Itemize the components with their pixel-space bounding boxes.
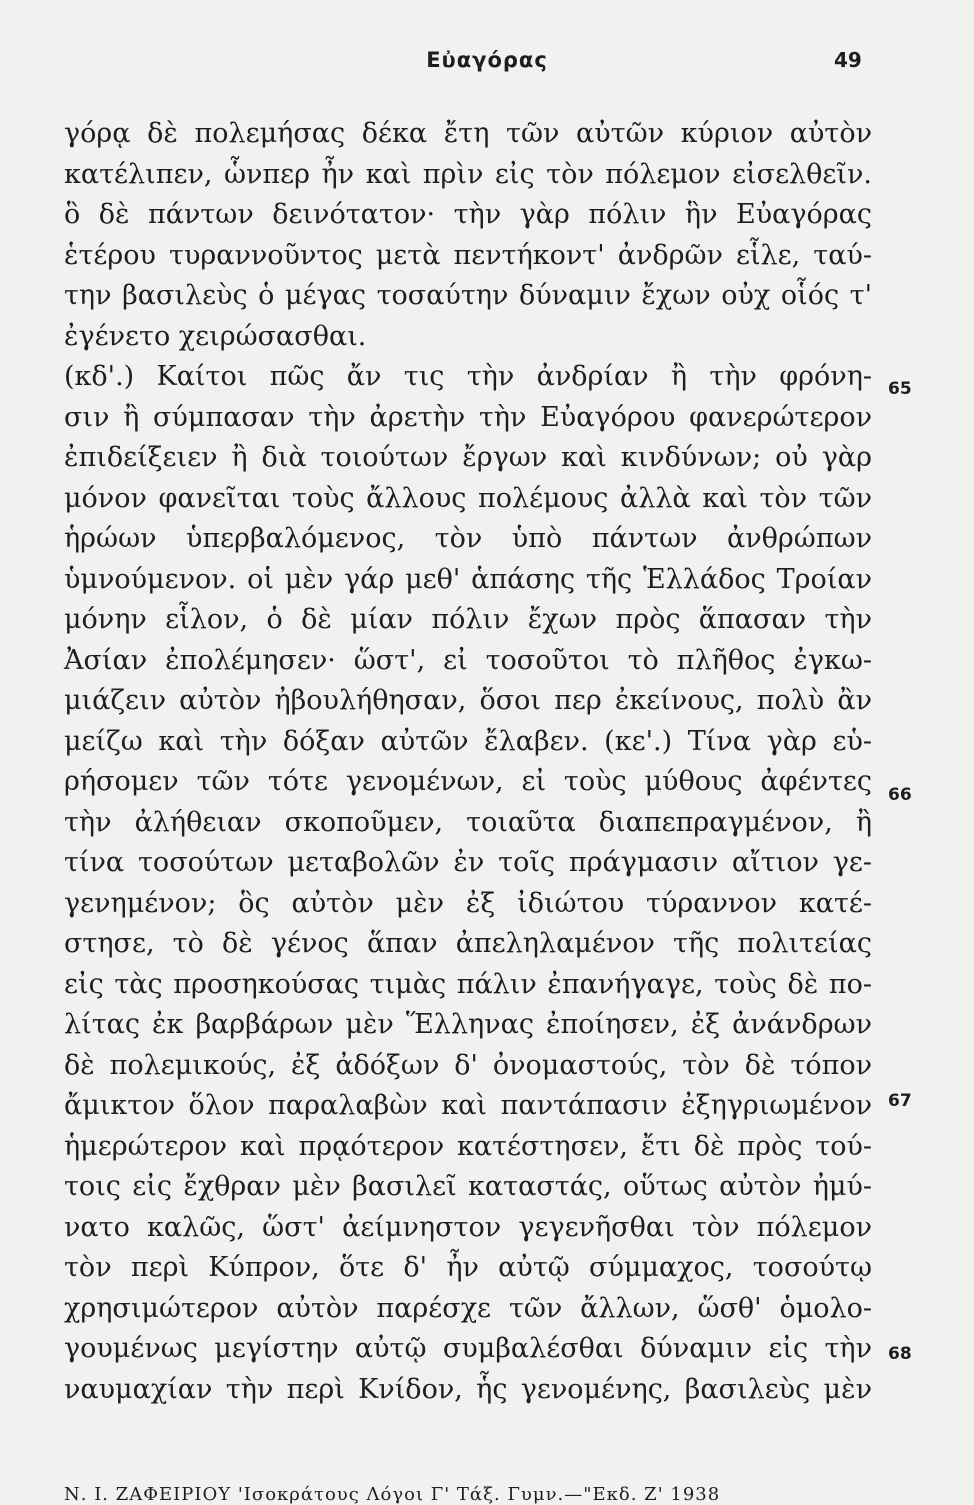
text-line: μείζω καὶ τὴν δόξαν αὐτῶν ἔλαβεν. (κε'.) Τίνα γὰρ εὑ-: [64, 725, 872, 757]
margin-line-number: 65: [888, 379, 912, 399]
text-line: ἑτέρου τυραννοῦντος μετὰ πεντήκοντ' ἀνδρῶν εἷλε, ταύ-: [64, 239, 872, 271]
text-line: μόνον φανεῖται τοὺς ἄλλους πολέμους ἀλλὰ καὶ τὸν τῶν: [64, 482, 872, 514]
text-line: (κδ'.) Καίτοι πῶς ἄν τις τὴν ἀνδρίαν ἢ τὴν φρόνη-: [64, 361, 872, 392]
text-line: σιν ἢ σύμπασαν τὴν ἀρετὴν τὴν Εὐαγόρου φανερώτερον: [64, 401, 872, 433]
publisher-footer: Ν. Ι. ΖΑΦΕΙΡΙΟΥ 'Ισοκράτους Λόγοι Γ' Τάξ. Γυμν.—"Εκδ. Ζ' 1938: [64, 1484, 721, 1505]
text-line: μόνην εἷλον, ὁ δὲ μίαν πόλιν ἔχων πρὸς ἅπασαν τὴν: [64, 604, 872, 635]
text-line: Ἀσίαν ἐπολέμησεν· ὥστ', εἰ τοσοῦτοι τὸ πλῆθος ἐγκω-: [64, 644, 872, 676]
text-line: τίνα τοσούτων μεταβολῶν ἐν τοῖς πράγμασιν αἴτιον γε-: [64, 847, 872, 878]
text-line: την βασιλεὺς ὁ μέγας τοσαύτην δύναμιν ἔχων οὐχ οἷός τ': [64, 280, 872, 311]
text-line: χρησιμώτερον αὐτὸν παρέσχε τῶν ἄλλων, ὥσθ' ὁμολο-: [64, 1292, 872, 1324]
running-title: Εὐαγόρας: [426, 48, 548, 72]
text-line: γόρᾳ δὲ πολεμήσας δέκα ἔτη τῶν αὐτῶν κύριον αὐτὸν: [64, 118, 872, 149]
text-line: ἐπιδείξειεν ἢ διὰ τοιούτων ἔργων καὶ κινδύνων; οὐ γὰρ: [64, 442, 872, 473]
text-line: εἰς τὰς προσηκούσας τιμὰς πάλιν ἐπανήγαγε, τοὺς δὲ πο-: [64, 968, 872, 1000]
margin-line-number: 68: [888, 1344, 912, 1364]
text-line: τοις εἰς ἔχθραν μὲν βασιλεῖ καταστάς, οὕτως αὐτὸν ἠμύ-: [64, 1171, 872, 1202]
text-line: στησε, τὸ δὲ γένος ἅπαν ἀπεληλαμένον τῆς πολιτείας: [64, 928, 872, 959]
text-line: τὴν ἀλήθειαν σκοποῦμεν, τοιαῦτα διαπεπραγμένον, ἢ: [64, 806, 872, 838]
text-line: ἡρώων ὑπερβαλόμενος, τὸν ὑπὸ πάντων ἀνθρώπων: [64, 523, 872, 554]
text-line: γενημένον; ὃς αὐτὸν μὲν ἐξ ἰδιώτου τύραννον κατέ-: [64, 887, 872, 919]
text-line: ρήσομεν τῶν τότε γενομένων, εἰ τοὺς μύθους ἀφέντες: [64, 766, 872, 797]
text-line: τὸν περὶ Κύπρον, ὅτε δ' ἦν αὐτῷ σύμμαχος, τοσούτῳ: [64, 1252, 872, 1283]
text-line: ἄμικτον ὅλον παραλαβὼν καὶ παντάπασιν ἐξηγριωμένον: [64, 1090, 872, 1121]
text-line: ὃ δὲ πάντων δεινότατον· τὴν γὰρ πόλιν ἣν Εὐαγόρας: [64, 199, 872, 230]
page-number: 49: [834, 48, 862, 72]
text-line: ἡμερώτερον καὶ πρᾳότερον κατέστησεν, ἔτι δὲ πρὸς τού-: [64, 1130, 872, 1162]
text-line: ἐγένετο χειρώσασθαι.: [64, 320, 367, 352]
text-line: δὲ πολεμικούς, ἐξ ἀδόξων δ' ὀνομαστούς, τὸν δὲ τόπον: [64, 1049, 872, 1081]
text-line: γουμένως μεγίστην αὐτῷ συμβαλέσθαι δύναμιν εἰς τὴν: [64, 1333, 872, 1364]
text-line: νατο καλῶς, ὥστ' ἀείμνηστον γεγενῆσθαι τὸν πόλεμον: [64, 1211, 872, 1243]
text-line: κατέλιπεν, ὧνπερ ἦν καὶ πρὶν εἰς τὸν πόλεμον εἰσελθεῖν.: [64, 158, 872, 190]
text-line: ὑμνούμενον. οἱ μὲν γάρ μεθ' ἁπάσης τῆς Ἑλλάδος Τροίαν: [64, 563, 872, 595]
body-text: [64, 114, 872, 1410]
text-line: λίτας ἐκ βαρβάρων μὲν Ἕλληνας ἐποίησεν, ἐξ ἀνάνδρων: [64, 1009, 872, 1040]
margin-line-number: 67: [888, 1091, 912, 1111]
text-line: ναυμαχίαν τὴν περὶ Κνίδον, ἧς γενομένης, βασιλεὺς μὲν: [64, 1373, 872, 1405]
margin-line-number: 66: [888, 785, 912, 805]
text-line: μιάζειν αὐτὸν ἠβουλήθησαν, ὅσοι περ ἐκείνους, πολὺ ἂν: [64, 685, 872, 716]
